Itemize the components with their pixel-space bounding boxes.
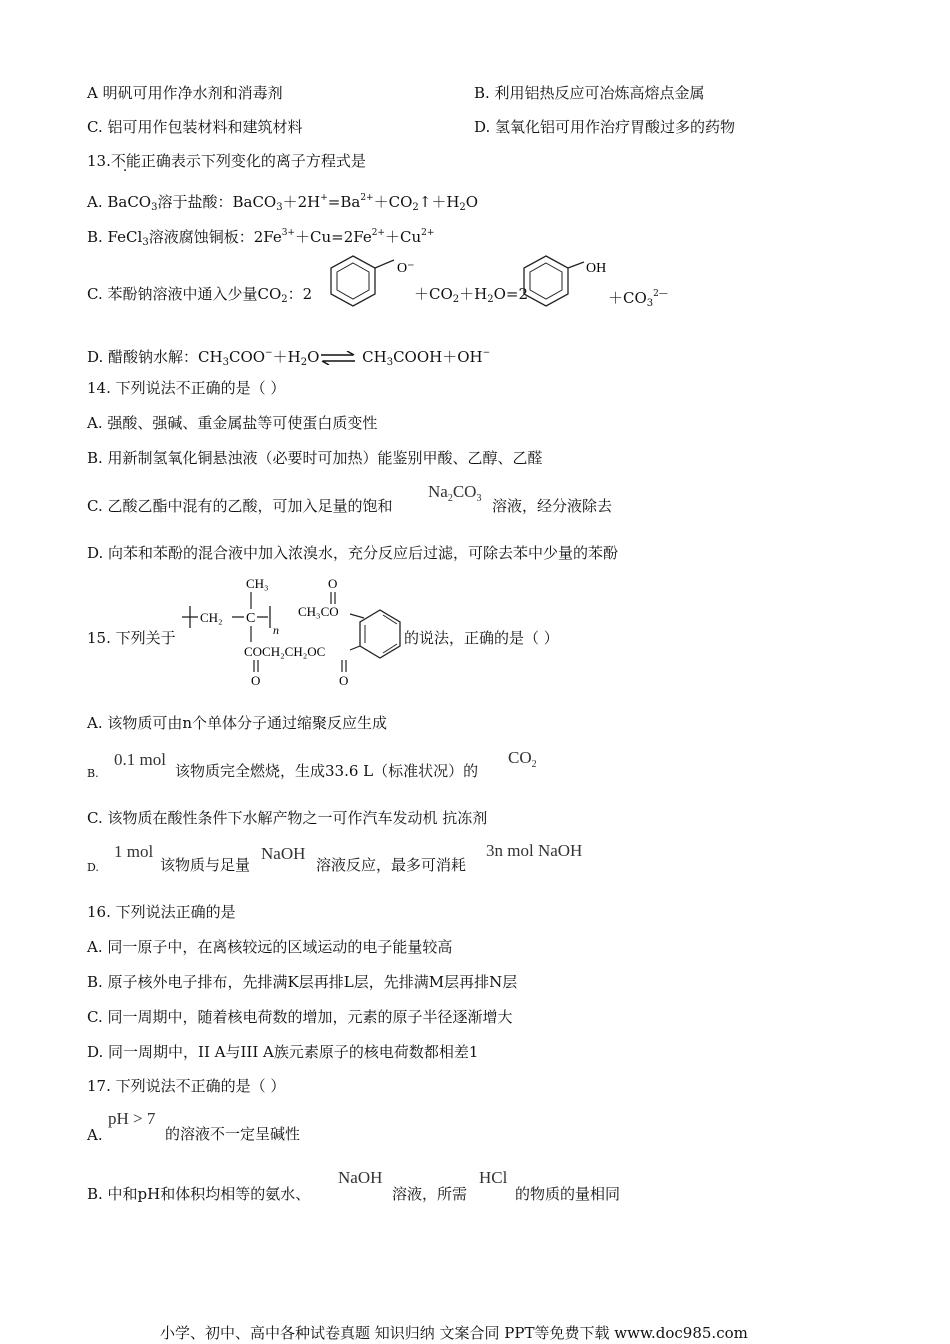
phenol-label: OH <box>586 261 607 276</box>
phenoxide-structure <box>326 250 422 320</box>
q13-option-b: B. FeCl$_3$溶液腐蚀铜板：$2Fe^{3+}+Cu=2Fe^{2+}+Cu^{2+}$ <box>87 228 435 248</box>
q17-naoh: NaOH <box>338 1168 383 1187</box>
q15-stem-pre: 15. 下列关于 <box>87 629 176 647</box>
q15-option-b-text: 该物质完全燃烧，生成33.6 L（标准状况）的 <box>175 762 479 780</box>
equilibrium-arrow-icon <box>319 351 357 365</box>
q17-option-b-mid: 溶液，所需 <box>392 1185 468 1203</box>
q15-option-d-text2: 溶液反应，最多可消耗 <box>316 856 467 874</box>
q14-na2co3-formula: $Na_2CO_3$ <box>428 482 482 504</box>
q13-number: 13. <box>87 152 111 170</box>
q16-option-a: A. 同一原子中，在离核较远的区域运动的电子能量较高 <box>87 938 453 956</box>
q16-stem: 16. 下列说法正确的是 <box>87 903 236 921</box>
phenoxide-label: O⁻ <box>397 261 415 276</box>
q15-stem-post: 的说法，正确的是（ ） <box>404 629 559 647</box>
svg-text:CH₃CO: CH₃CO <box>298 604 339 619</box>
q14-option-d: D. 向苯和苯酚的混合液中加入浓溴水，充分反应后过滤，可除去苯中少量的苯酚 <box>87 544 619 562</box>
q17-option-b-pre: B. 中和pH和体积均相等的氨水、 <box>87 1185 311 1203</box>
q13-stem <box>87 151 366 171</box>
q14-stem: 14. 下列说法不正确的是（ ） <box>87 379 286 397</box>
q17-ph-formula: pH > 7 <box>108 1109 156 1128</box>
svg-text:O: O <box>251 673 261 688</box>
q15-option-c: C. 该物质在酸性条件下水解产物之一可作汽车发动机 抗冻剂 <box>87 809 488 827</box>
svg-text:CH₂: CH₂ <box>200 610 223 625</box>
q13-emphasis: 不能 <box>110 152 141 170</box>
phenol-structure <box>518 250 618 320</box>
q14-option-c-end: 溶液，经分液除去 <box>492 497 613 515</box>
q15-d-result: 3n mol NaOH <box>486 841 583 860</box>
q13-option-c-label: C. 苯酚钠溶液中通入少量$CO_2$：2 <box>87 285 313 305</box>
q15-option-d-text1: 该物质与足量 <box>160 856 251 874</box>
q14-option-b: B. 用新制氢氧化铜悬浊液（必要时可加热）能鉴别甲酸、乙醇、乙醛 <box>87 449 543 467</box>
polymer-structure <box>178 574 408 690</box>
q12-option-b: B. 利用铝热反应可冶炼高熔点金属 <box>474 84 705 102</box>
svg-text:n: n <box>273 623 279 637</box>
svg-text:C: C <box>246 611 256 626</box>
q16-option-c: C. 同一周期中，随着核电荷数的增加，元素的原子半径逐渐增大 <box>87 1008 513 1026</box>
q12-option-c: C. 铝可用作包装材料和建筑材料 <box>87 118 303 136</box>
q15-b-product: $CO_2$ <box>508 748 537 770</box>
q14-option-a: A. 强酸、强碱、重金属盐等可使蛋白质变性 <box>87 414 378 432</box>
q12-option-a: A 明矾可用作净水剂和消毒剂 <box>87 84 283 102</box>
q13-option-d: D. 醋酸钠水解：$CH_3COO^-+H_2O$ $CH_3COOH+OH^-$ <box>87 348 491 368</box>
svg-text:CH₃: CH₃ <box>246 576 269 591</box>
q15-option-d-label: D. <box>87 861 99 874</box>
q15-b-amount: 0.1 mol <box>114 750 166 769</box>
q17-stem: 17. 下列说法不正确的是（ ） <box>87 1077 286 1095</box>
svg-text:O: O <box>339 673 349 688</box>
q13-option-a: A. BaCO$_3$溶于盐酸：$BaCO_3+2H^+=Ba^{2+}+CO_2↑+H_2O$ <box>87 193 479 213</box>
q15-d-amount: 1 mol <box>114 842 154 861</box>
q12-option-d: D. 氢氧化铝可用作治疗胃酸过多的药物 <box>474 118 736 136</box>
q13-option-c-end: $+CO_3^{2—}$ <box>608 289 668 309</box>
q17-hcl: HCl <box>479 1168 508 1187</box>
q15-option-a: A. 该物质可由n个单体分子通过缩聚反应生成 <box>87 714 388 732</box>
q14-option-c-text: C. 乙酸乙酯中混有的乙酸，可加入足量的饱和 <box>87 497 393 515</box>
q15-d-reagent: NaOH <box>261 844 306 863</box>
svg-text:O: O <box>328 576 338 591</box>
q17-option-b-post: 的物质的量相同 <box>515 1185 621 1203</box>
q16-option-d: D. 同一周期中，II A与III A族元素原子的核电荷数都相差1 <box>87 1043 479 1061</box>
q13-stem-text: 正确表示下列变化的离子方程式是 <box>140 152 366 170</box>
q16-option-b: B. 原子核外电子排布，先排满K层再排L层，先排满M层再排N层 <box>87 973 518 991</box>
q13-option-c-middle: $+CO_2+H_2O=2$ <box>414 285 529 305</box>
q17-option-a-label: A. <box>87 1126 103 1144</box>
svg-text:COCH₂CH₂OC: COCH₂CH₂OC <box>244 644 326 659</box>
page-footer: 小学、初中、高中各种试卷真题 知识归纳 文案合同 PPT等免费下载 www.doc985.com <box>160 1324 748 1342</box>
q15-option-b-label: B. <box>87 767 99 780</box>
q17-option-a-text: 的溶液不一定呈碱性 <box>165 1125 301 1143</box>
